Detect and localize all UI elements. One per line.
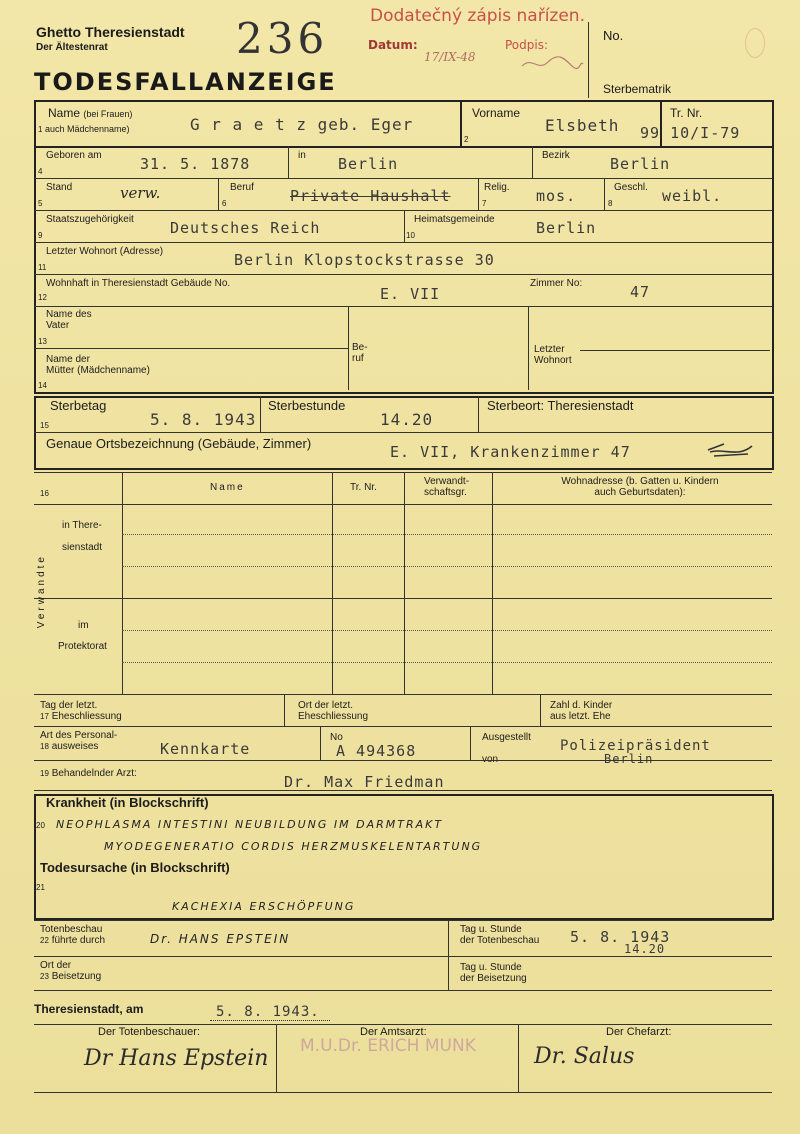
rel-dot-4 bbox=[122, 662, 772, 663]
beruf-num: 6 bbox=[222, 199, 227, 208]
signature-top bbox=[34, 1024, 772, 1025]
relatives-name-header: Name bbox=[210, 482, 245, 493]
ort-ehe-label: Ort der letzt. Eheschliessung bbox=[298, 700, 369, 722]
place-date-line bbox=[210, 1020, 330, 1021]
rel-col-1 bbox=[122, 472, 123, 694]
geboren-value: 31. 5. 1878 bbox=[140, 155, 251, 173]
ursache-value: KACHEXIA ERSCHÖPFUNG bbox=[172, 900, 356, 913]
no-label: No. bbox=[603, 28, 624, 43]
row5-bottom bbox=[34, 210, 772, 211]
parents-mid-line bbox=[34, 348, 348, 349]
relatives-wohn-header: Wohnadresse (b. Gatten u. Kindern auch Geburtsdaten): bbox=[561, 476, 719, 498]
checkmark-scribble-icon bbox=[704, 440, 756, 462]
arzt-value: Dr. Max Friedman bbox=[284, 773, 445, 791]
geschl-label: Geschl. bbox=[614, 182, 648, 193]
wohnhaft-label: Wohnhaft in Theresienstadt Gebäude No. bbox=[46, 278, 231, 289]
staats-num: 9 bbox=[38, 231, 43, 240]
amtsarzt-stamp: M.U.Dr. ERICH MUNK bbox=[300, 1036, 476, 1056]
in-theresienstadt-label: in There- sienstadt bbox=[62, 520, 103, 553]
row9-bottom bbox=[34, 242, 772, 243]
genaue-value: E. VII, Krankenzimmer 47 bbox=[390, 443, 631, 461]
surname-value: G r a e t z geb. Eger bbox=[190, 115, 414, 134]
row18-divider-b bbox=[470, 726, 471, 760]
row22-bottom bbox=[34, 956, 772, 957]
form-section-disease bbox=[34, 794, 774, 920]
geschl-num: 8 bbox=[608, 199, 613, 208]
staats-label: Staatszugehörigkeit bbox=[46, 214, 134, 225]
art-ausweis-label: Art des Personal- 18 ausweises bbox=[40, 730, 118, 752]
rel-dot-3 bbox=[122, 630, 772, 631]
row15-mid bbox=[34, 432, 772, 433]
totenbeschauer-label: Der Totenbeschauer: bbox=[98, 1026, 200, 1038]
amtsarzt-label: Der Amtsarzt: bbox=[360, 1026, 427, 1038]
relatives-num: 16 bbox=[40, 489, 49, 498]
vater-num: 13 bbox=[38, 337, 47, 346]
krankheit-line2: MYODEGENERATIO CORDIS HERZMUSKELENTARTUNG bbox=[104, 840, 483, 853]
stand-num: 5 bbox=[38, 199, 43, 208]
vorname-num: 2 bbox=[464, 135, 469, 144]
row11-bottom bbox=[34, 274, 772, 275]
vater-label: Name des Vater bbox=[46, 309, 92, 331]
stamp-datum-value: 17/IX-48 bbox=[424, 50, 476, 64]
relatives-bottom bbox=[34, 694, 772, 695]
parents-divider-a bbox=[348, 306, 349, 390]
row22-divider bbox=[448, 920, 449, 990]
totenbeschauer-signature: Dr Hans Epstein bbox=[84, 1046, 269, 1071]
zimmer-label: Zimmer No: bbox=[530, 278, 583, 289]
rel-dot-2 bbox=[122, 566, 772, 567]
heimat-value: Berlin bbox=[536, 219, 597, 237]
row17-divider-a bbox=[284, 694, 285, 726]
heimat-num: 10 bbox=[406, 231, 415, 240]
stamp-datum-label: Datum: bbox=[368, 38, 418, 52]
faint-zero-mark bbox=[745, 28, 765, 58]
row4-divider-a bbox=[288, 146, 289, 178]
beruf-value: Private Haushalt bbox=[290, 187, 451, 205]
stand-value: verw. bbox=[120, 184, 161, 202]
protektorat-label: Protektorat bbox=[58, 641, 107, 652]
arzt-label: 19 Behandelnder Arzt: bbox=[40, 768, 137, 779]
row18-divider-a bbox=[320, 726, 321, 760]
genaue-label: Genaue Ortsbezeichnung (Gebäude, Zimmer) bbox=[46, 436, 312, 451]
tag-totenbeschau-label: Tag u. Stunde der Totenbeschau bbox=[460, 924, 540, 946]
bezirk-label: Bezirk bbox=[542, 150, 570, 161]
verwandte-side-label: Verwandte bbox=[36, 554, 47, 629]
totenbeschau-value: Dr. HANS EPSTEIN bbox=[150, 932, 291, 946]
place-date: 5. 8. 1943. bbox=[216, 1004, 320, 1020]
rel-dot-1 bbox=[122, 534, 772, 535]
heimat-label: Heimatsgemeinde bbox=[414, 214, 495, 225]
zimmer-value: 47 bbox=[630, 283, 651, 301]
parents-beruf-label: Be- ruf bbox=[352, 342, 368, 364]
ghetto-name: Ghetto Theresienstadt bbox=[36, 24, 185, 40]
row9-divider bbox=[404, 210, 405, 242]
signature-bottom bbox=[34, 1092, 772, 1093]
row4-bottom bbox=[34, 178, 772, 179]
signature-divider-b bbox=[518, 1024, 519, 1092]
trnr-value: 99 10/I-79 bbox=[640, 124, 741, 142]
beruf-label: Beruf bbox=[230, 182, 254, 193]
stamp-podpis-label: Podpis: bbox=[505, 38, 549, 52]
ursache-num: 21 bbox=[36, 883, 45, 892]
row22-top bbox=[34, 920, 772, 921]
trnr-label: Tr. Nr. bbox=[670, 106, 703, 120]
wohnhaft-value: E. VII bbox=[380, 285, 441, 303]
parents-divider-b bbox=[528, 306, 529, 390]
stamp-signature-icon bbox=[520, 52, 585, 74]
sterbetag-num: 15 bbox=[40, 421, 49, 430]
geboren-num: 4 bbox=[38, 167, 43, 176]
krankheit-label: Krankheit (in Blockschrift) bbox=[46, 795, 209, 810]
geboren-label: Geboren am bbox=[46, 150, 102, 161]
vorname-value: Elsbeth bbox=[545, 116, 620, 135]
staats-value: Deutsches Reich bbox=[170, 219, 321, 237]
sterbetag-label: Sterbetag bbox=[50, 398, 107, 413]
ursache-label: Todesursache (in Blockschrift) bbox=[40, 860, 230, 875]
krankheit-num: 20 bbox=[36, 821, 45, 830]
maiden-label: 1 auch Mädchenname) bbox=[38, 124, 130, 134]
mutter-num: 14 bbox=[38, 381, 47, 390]
mutter-label: Name der Mütter (Mädchenname) bbox=[46, 354, 150, 376]
relatives-top bbox=[34, 472, 772, 473]
name-label: Name (bei Frauen) bbox=[48, 106, 133, 120]
in-value: Berlin bbox=[338, 155, 399, 173]
ausgestellt-label: Ausgestellt von bbox=[482, 732, 531, 765]
wohnort-num: 11 bbox=[38, 263, 47, 272]
tag-beisetzung-label: Tag u. Stunde der Beisetzung bbox=[460, 962, 527, 984]
row1-divider-a bbox=[460, 100, 462, 146]
sterbetag-value: 5. 8. 1943 bbox=[150, 410, 257, 429]
row23-bottom bbox=[34, 990, 772, 991]
sterbeort-label: Sterbeort: Theresienstadt bbox=[487, 398, 634, 413]
geschl-value: weibl. bbox=[662, 187, 723, 205]
in-label: in bbox=[298, 150, 306, 161]
header-divider bbox=[588, 22, 589, 98]
row5-divider-c bbox=[604, 178, 605, 210]
chefarzt-signature: Dr. Salus bbox=[534, 1044, 635, 1069]
rel-mid bbox=[34, 598, 772, 599]
relig-num: 7 bbox=[482, 199, 487, 208]
row18-bottom bbox=[34, 760, 772, 761]
place-label: Theresienstadt, am bbox=[34, 1002, 144, 1016]
krankheit-line1: NEOPHLASMA INTESTINI NEUBILDUNG IM DARMTRAKT bbox=[56, 818, 444, 831]
row17-divider-b bbox=[540, 694, 541, 726]
ausweis-no-value: A 494368 bbox=[336, 742, 417, 760]
art-ausweis-value: Kennkarte bbox=[160, 740, 251, 758]
parents-wohnort-line bbox=[580, 350, 770, 351]
row1-bottom bbox=[34, 146, 772, 148]
relatives-header-bottom bbox=[34, 504, 772, 505]
ausgestellt-value: Polizeipräsident bbox=[560, 738, 711, 754]
zahl-kinder-label: Zahl d. Kinder aus letzt. Ehe bbox=[550, 700, 613, 722]
vorname-label: Vorname bbox=[472, 106, 521, 120]
relig-value: mos. bbox=[536, 187, 577, 205]
row12-bottom bbox=[34, 306, 772, 307]
sterbematrik-label: Sterbematrik bbox=[603, 82, 672, 96]
rel-col-4 bbox=[492, 472, 493, 694]
ausweis-no-label: No bbox=[330, 732, 343, 743]
parents-wohnort-label: Letzter Wohnort bbox=[534, 344, 572, 366]
rel-col-2 bbox=[332, 472, 333, 694]
row19-bottom bbox=[34, 790, 772, 791]
wohnhaft-num: 12 bbox=[38, 293, 47, 302]
row4-divider-b bbox=[532, 146, 533, 178]
ausgestellt-city: Berlin bbox=[604, 752, 654, 766]
sterbestunde-label: Sterbestunde bbox=[268, 398, 346, 413]
relig-label: Relig. bbox=[484, 182, 510, 193]
tag-totenbeschau-value: 5. 8. 1943 bbox=[570, 928, 671, 946]
rel-col-3 bbox=[404, 472, 405, 694]
relatives-verwandt-header: Verwandt- schaftsgr. bbox=[424, 476, 470, 498]
wohnort-label: Letzter Wohnort (Adresse) bbox=[46, 246, 164, 257]
sterbestunde-value: 14.20 bbox=[380, 410, 434, 429]
row15-divider-a bbox=[260, 396, 261, 432]
ort-beisetzung-label: Ort der 23 Beisetzung bbox=[40, 960, 102, 982]
row17-bottom bbox=[34, 726, 772, 727]
bezirk-value: Berlin bbox=[610, 155, 671, 173]
council-name: Der Ältestenrat bbox=[36, 42, 108, 53]
totenbeschau-label: Totenbeschau 22 führte durch bbox=[40, 924, 106, 946]
row5-divider-a bbox=[218, 178, 219, 210]
form-title: TODESFALLANZEIGE bbox=[34, 68, 337, 96]
row15-divider-b bbox=[478, 396, 479, 432]
relatives-trnr-header: Tr. Nr. bbox=[350, 482, 377, 493]
stunde-totenbeschau-value: 14.20 bbox=[624, 942, 666, 956]
form-number: 236 bbox=[236, 14, 329, 63]
row5-divider-b bbox=[478, 178, 479, 210]
stand-label: Stand bbox=[46, 182, 73, 193]
chefarzt-label: Der Chefarzt: bbox=[606, 1026, 672, 1038]
tag-ehe-label: Tag der letzt. 17 Eheschliessung bbox=[40, 700, 122, 722]
wohnort-value: Berlin Klopstockstrasse 30 bbox=[234, 251, 495, 269]
stamp-note: Dodatečný zápis nařízen. bbox=[370, 6, 585, 26]
signature-divider-a bbox=[276, 1024, 277, 1092]
im-label: im bbox=[78, 620, 89, 631]
